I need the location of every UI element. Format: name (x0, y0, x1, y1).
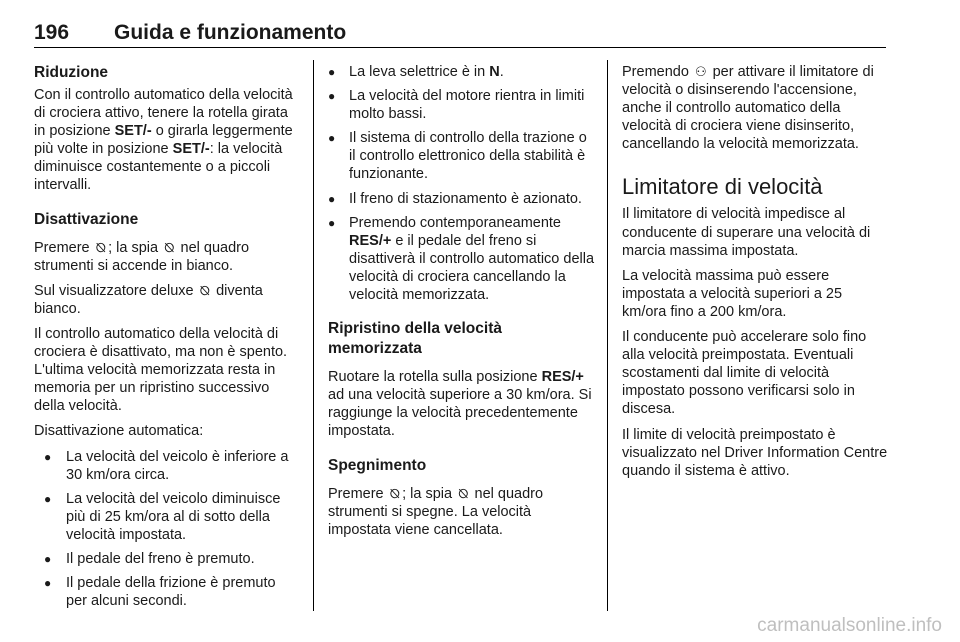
list-item: ● La velocità del veicolo diminuisce più di 25 km/ora al di sotto della velocità impostata. (34, 490, 300, 544)
cruise-control-icon: ⦰ (199, 282, 211, 298)
paragraph-ripristino: Ruotare la rotella sulla posizione RES/+ ad una velocità superiore a 30 km/ora. Si raggiunge la velocità precedentemente impostata. (328, 369, 592, 440)
cruise-control-icon: ⦰ (164, 239, 175, 255)
paragraph-intro: Premendo ⚇ per attivare il limitatore di velocità o disinserendo l'accensione, anche il controllo automatico della velocità di crociera viene disinserito, cancellando la velocità memorizzata. (622, 64, 874, 153)
list-item: ● La velocità del veicolo è inferiore a 30 km/ora circa. (34, 448, 300, 484)
paragraph-riduzione: Con il controllo automatico della velocità di crociera attivo, tenere la rotella girata in posizione SET/- o girarla leggermente più volte in posizione SET/-: la velocità diminuisce costantemente o a piccoli intervalli. (34, 87, 293, 194)
paragraph-disattivazione-2: Sul visualizzatore deluxe ⦰ diventa bianco. (34, 282, 263, 317)
column-divider-2 (607, 60, 608, 611)
watermark-link[interactable]: carmanualsonline.info (757, 615, 942, 636)
paragraph-limitatore-4: Il limite di velocità preimpostato è visualizzato nel Driver Information Centre quando il sistema è attivo. (622, 426, 888, 479)
cruise-control-icon: ⦰ (95, 239, 107, 255)
paragraph-disattivazione-1: Premere ⦰ ; la spia ⦰ nel quadro strumenti si accende in bianco. (34, 239, 250, 274)
paragraph-limitatore-1: Il limitatore di velocità impedisce al conducente di superare una velocità di marcia massima impostata. (622, 206, 871, 259)
paragraph-limitatore-3: Il conducente può accelerare solo fino alla velocità preimpostata. Eventuali scostamenti dal limite di velocità impostato possono verificarsi solo in discesa. (622, 329, 867, 418)
auto-deactivation-list (34, 448, 300, 611)
cruise-control-icon: ⦰ (458, 485, 469, 501)
column-divider-1 (313, 60, 314, 611)
heading-ripristino: Ripristino della velocità memorizzata (328, 320, 502, 358)
column-3 (622, 63, 888, 487)
list-item: ● Il freno di stazionamento è azionato. (328, 190, 594, 208)
page-number: 196 (34, 21, 70, 44)
list-item: ● Il pedale della frizione è premuto per alcuni secondi. (34, 574, 300, 610)
heading-limitatore: Limitatore di velocità (622, 174, 823, 200)
cruise-control-icon: ⦰ (389, 485, 401, 501)
heading-spegnimento: Spegnimento (328, 456, 427, 474)
paragraph-spegnimento: Premere ⦰ ; la spia ⦰ nel quadro strumenti si spegne. La velocità impostata viene cancellata. (328, 485, 544, 538)
paragraph-limitatore-2: La velocità massima può essere impostata a velocità superiori a 25 km/ora fino a 200 km/ora. (622, 267, 843, 320)
heading-disattivazione: Disattivazione (34, 210, 139, 228)
header-divider (34, 47, 886, 48)
auto-deactivation-list-cont (328, 63, 594, 304)
list-item: ● Premendo contemporaneamente RES/+ e il pedale del freno si disattiverà il controllo automatico della velocità di crociera cancellando la velocità memorizzata. (328, 214, 594, 304)
paragraph-disattivazione-4: Disattivazione automatica: (34, 423, 204, 440)
page-title: Guida e funzionamento (114, 21, 347, 44)
list-item: ● Il sistema di controllo della trazione o il controllo elettronico della stabilità è funzionante. (328, 129, 594, 183)
speed-limiter-icon: ⚇ (694, 64, 707, 79)
list-item: ● La leva selettrice è in N. (328, 63, 594, 81)
page-header (34, 21, 886, 47)
list-item: ● La velocità del motore rientra in limiti molto bassi. (328, 87, 594, 123)
list-item: ● Il pedale del freno è premuto. (34, 550, 300, 568)
column-1 (34, 63, 300, 617)
heading-riduzione: Riduzione (34, 64, 109, 81)
paragraph-disattivazione-3: Il controllo automatico della velocità di crociera è disattivato, ma non è spento. L'ultima velocità memorizzata resta in memoria per un ripristino successivo della velocità. (34, 325, 288, 415)
column-2 (328, 63, 594, 546)
